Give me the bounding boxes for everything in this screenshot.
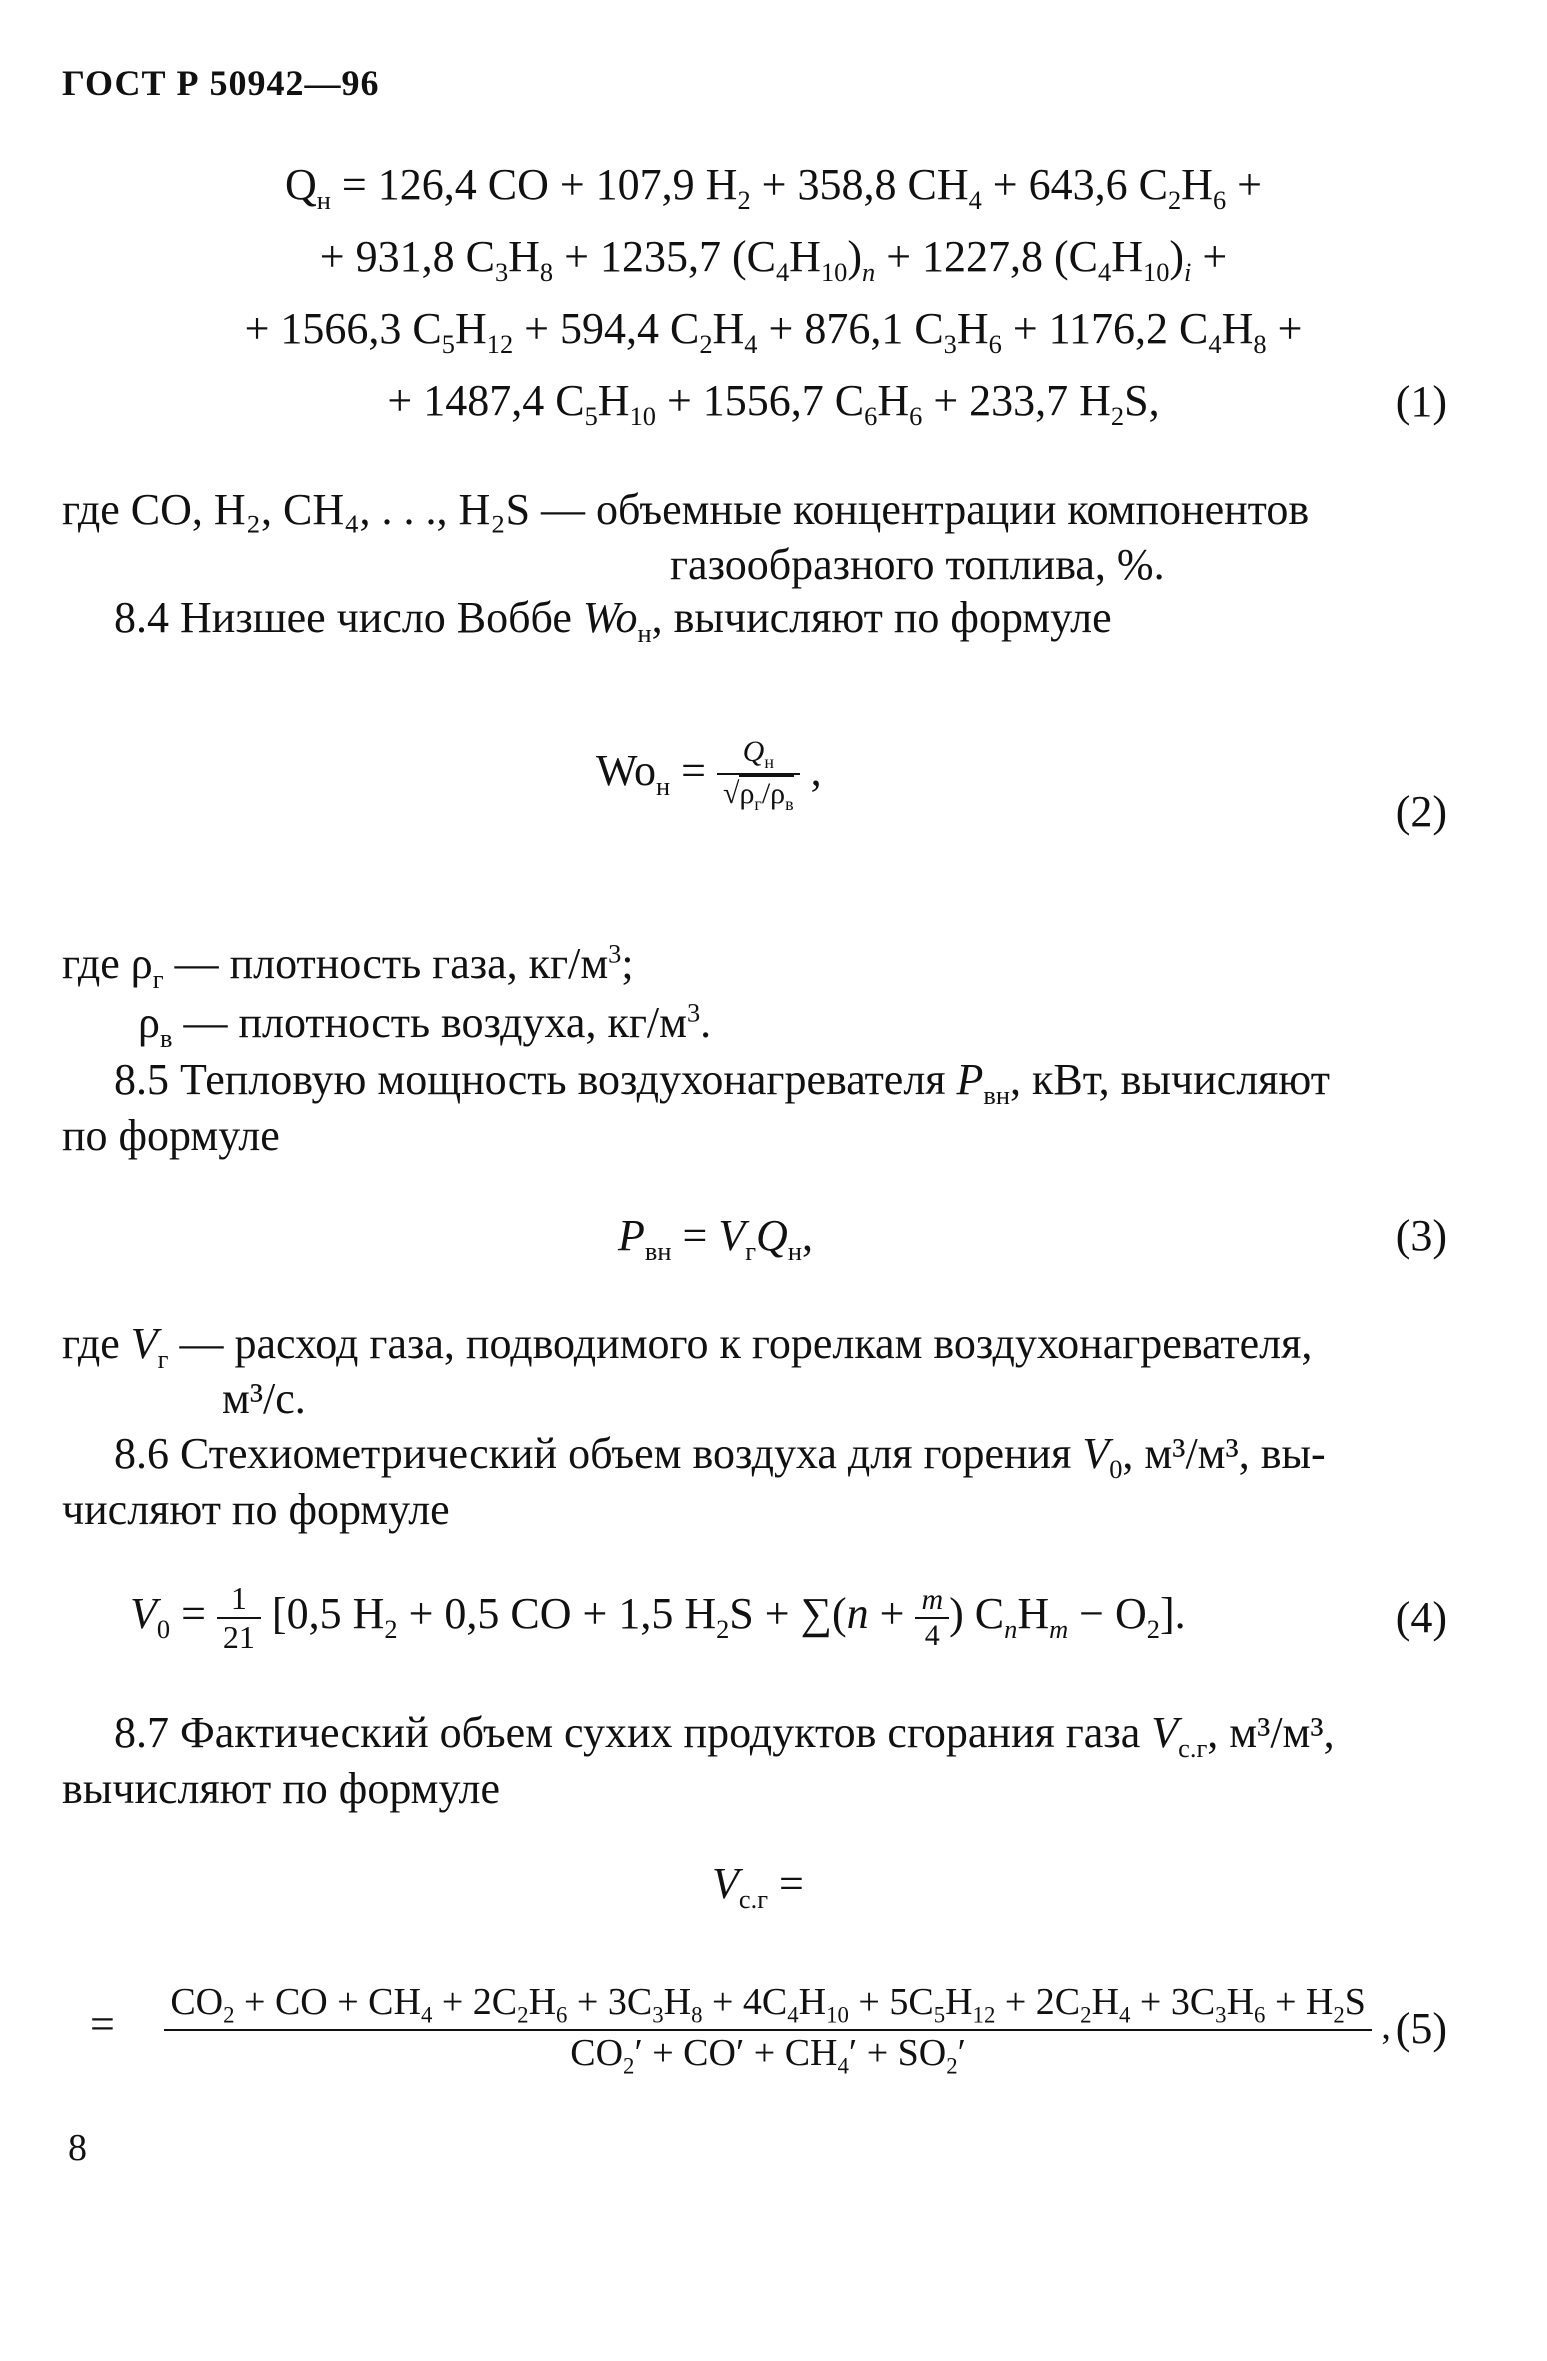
equation-4: $V_0$ = $\frac{1}{21}$ [0,5 $H_2 + 0,5$ CO + 1,5 $H_2S + \sum(n$ + $\frac{m}{4}$ ) $C_nH_m - O_2$]. bbox=[130, 1580, 1186, 1655]
page-number: 8 bbox=[68, 2127, 87, 2169]
equation-1-where: где CO, H₂, CH₄, . . ., H₂S — объемные концентрации компонентов bbox=[62, 485, 1310, 534]
equation-1-line-2: + 931,8 $C_3H_8 + 1235,7$ $(C_4H_{10})_n + 1227,8$ $(C_4H_{10})_i$ + bbox=[319, 232, 1228, 287]
section-8-4-heading: 8.4 Низшее число Воббе $Wo_н$, вычисляют по формуле bbox=[114, 593, 1112, 648]
section-8-7-heading-cont: вычисляют по формуле bbox=[62, 1764, 501, 1813]
equation-5-rhs: = $CO_2$ + CO + $CH_4 + 2C_2H_6 + 3C_3H_8 + 4C_4H_{10} + 5C_5H_{12} + 2C_2H_4 + 3C_3H_6 + H_2S$ $CO_2' + CO' + CH_4' + SO_2'$ , bbox=[90, 1981, 1391, 2079]
equation-3: $P_{вн} = V_гQ_н$, bbox=[618, 1211, 813, 1266]
equation-1-line-1: $Q_н = 126,4$ CO + 107,9 $H_2 + 358,8$ $CH_4 + 643,6$ $C_2H_6$ + bbox=[285, 160, 1262, 215]
standard-header: ГОСТ Р 50942—96 bbox=[62, 63, 380, 103]
equation-1-line-3: + 1566,3 $C_5H_{12} + 594,4$ $C_2H_4 + 876,1$ $C_3H_6 + 1176,2$ $C_4H_8$ + bbox=[244, 304, 1303, 359]
equation-5-number: (5) bbox=[1395, 2004, 1447, 2053]
equation-2-where-1: где $\rho_г$ — плотность газа, $кг/м^3$; bbox=[62, 938, 634, 994]
equation-5-lhs: $V_{с.г}$ = bbox=[712, 1859, 804, 1914]
equation-3-number: (3) bbox=[1395, 1211, 1447, 1260]
equation-2: $Wo_н$ = $\frac{Q_н}{√\rho_г/\rho_в}$ , bbox=[596, 735, 822, 814]
equation-2-where-2: $\rho_в$ — плотность воздуха, $кг/м^3$. bbox=[138, 997, 712, 1053]
section-8-6-heading: 8.6 Стехиометрический объем воздуха для горения $V_0$, м³/м³, вы- bbox=[114, 1429, 1326, 1484]
equation-1-line-4: + 1487,4 $C_5H_{10} + 1556,7$ $C_6H_6 + 233,7$ $H_2S$, bbox=[387, 376, 1160, 431]
equation-1-where-cont: газообразного топлива, %. bbox=[670, 540, 1165, 589]
section-8-6-heading-cont: числяют по формуле bbox=[62, 1485, 450, 1534]
section-8-7-heading: 8.7 Фактический объем сухих продуктов сгорания газа $V_{с.г}$, м³/м³, bbox=[114, 1708, 1335, 1763]
section-8-5-heading-cont: по формуле bbox=[62, 1111, 280, 1160]
equation-3-where-cont: м³/с. bbox=[222, 1374, 306, 1423]
equation-3-where: где $V_г$ — расход газа, подводимого к горелкам воздухонагревателя, bbox=[62, 1319, 1313, 1374]
equation-1-number: (1) bbox=[1395, 377, 1447, 426]
equation-2-number: (2) bbox=[1395, 787, 1447, 836]
equation-4-number: (4) bbox=[1395, 1593, 1447, 1642]
section-8-5-heading: 8.5 Тепловую мощность воздухонагревателя $P_{вн}$, кВт, вычисляют bbox=[114, 1055, 1330, 1110]
